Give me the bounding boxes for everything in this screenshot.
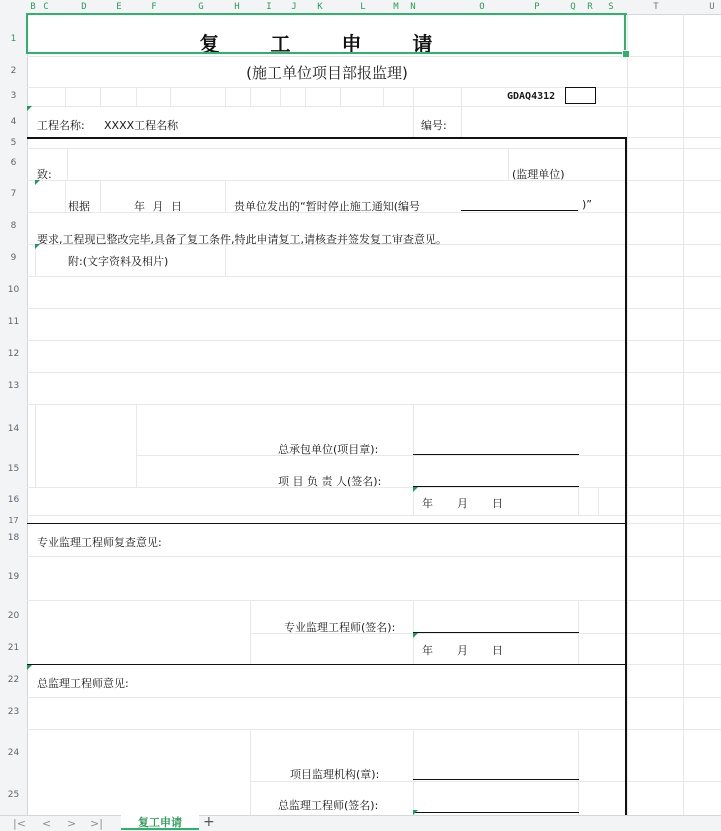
grid-vline [136,404,137,487]
chief-sign-label: 总监理工程师(签名): [278,799,379,812]
contractor-seal-label: 总承包单位(项目章): [278,443,379,456]
engineer-sign-label: 专业监理工程师(签名): [284,621,396,634]
cell-selection-box [26,13,626,54]
date-month: 月 [457,644,468,657]
grid-hline [627,137,721,138]
column-header-s[interactable]: S [608,2,614,12]
grid-vline [170,87,171,106]
request-text: 要求,工程现已整改完毕,具备了复工条件,特此申请复工,请核查并签发复工审查意见。 [37,233,447,246]
grid-hline [27,308,721,309]
grid-vline [100,87,101,106]
grid-vline [461,87,462,106]
grid-vline [250,87,251,106]
column-header-t[interactable]: T [653,2,659,12]
next-sheet-button[interactable]: > [67,817,77,830]
grid-hline [27,729,721,730]
row-header-6[interactable]: 6 [10,158,17,168]
addressee-label: 致: [37,168,52,181]
column-header-u[interactable]: U [709,2,715,12]
row-header-2[interactable]: 2 [10,66,17,76]
first-sheet-button[interactable]: |< [13,817,26,830]
according-label: 根据 [68,200,90,213]
number-label: 编号: [421,119,447,132]
column-header-o[interactable]: O [479,2,485,12]
grid-vline [578,729,579,815]
row-header-25[interactable]: 25 [7,790,20,800]
column-header-g[interactable]: G [198,2,204,12]
grid-vline [250,729,251,815]
fill-handle[interactable] [622,50,630,58]
date-month: 月 [457,497,468,510]
column-header-b[interactable]: B [30,2,36,12]
grid-vline [35,404,36,487]
grid-hline [27,87,721,88]
row-header-21[interactable]: 21 [7,643,20,653]
grid-vline [598,487,599,515]
grid-vline [250,600,251,664]
grid-vline [225,180,226,212]
cell-comment-marker [27,106,32,111]
row-header-12[interactable]: 12 [7,349,20,359]
column-header-d[interactable]: D [81,2,87,12]
sheet-tab-bar [0,815,721,831]
row-header-11[interactable]: 11 [7,317,20,327]
row-header-16[interactable]: 16 [7,495,20,505]
grid-hline [27,697,721,698]
row-header-24[interactable]: 24 [7,748,20,758]
grid-hline [27,180,721,181]
row-header-18[interactable]: 18 [7,533,20,543]
grid-hline [27,600,721,601]
column-header-p[interactable]: P [534,2,540,12]
notice-prefix: 贵单位发出的“暂时停止施工通知(编号 [234,200,420,213]
grid-vline [508,148,509,180]
form-section-divider [27,523,627,524]
signature-underline [413,812,579,813]
grid-vline [65,87,66,106]
column-header-e[interactable]: E [116,2,122,12]
column-header-i[interactable]: I [266,2,272,12]
cell-comment-marker [27,665,32,670]
code-input-box[interactable] [565,87,596,104]
grid-vline [67,148,68,180]
grid-vline [683,14,684,815]
form-title[interactable]: 复 工 申 请 [199,32,455,56]
project-name-label: 工程名称: [37,119,85,132]
project-name-value[interactable]: XXXX工程名称 [104,119,179,132]
grid-hline [27,515,721,516]
column-header-c[interactable]: C [43,2,49,12]
grid-hline [627,523,721,524]
grid-hline [136,455,721,456]
column-header-r[interactable]: R [587,2,593,12]
row-header-7[interactable]: 7 [10,189,17,199]
grid-vline [136,87,137,106]
grid-hline [627,664,721,665]
signature-underline [413,632,579,633]
row-header-3[interactable]: 3 [10,91,17,101]
grid-vline [413,729,414,815]
grid-vline [100,180,101,212]
sheet-tab-active[interactable]: 复工申请 [121,815,199,830]
row-header-22[interactable]: 22 [7,675,20,685]
engineer-review-label: 专业监理工程师复查意见: [37,536,162,549]
date-year: 年 [422,644,433,657]
row-header-10[interactable]: 10 [7,285,20,295]
row-header-bar [0,14,28,815]
grid-hline [27,106,721,107]
grid-hline [27,556,721,557]
row-header-20[interactable]: 20 [7,611,20,621]
date-year: 年 [422,497,433,510]
row-header-17[interactable]: 17 [8,516,19,525]
grid-vline [340,87,341,106]
grid-vline [413,87,414,106]
grid-vline [461,106,462,137]
form-subtitle[interactable]: (施工单位项目部报监理) [246,64,408,82]
column-header-k[interactable]: K [317,2,323,12]
chief-opinion-label: 总监理工程师意见: [37,677,129,690]
cell-comment-marker [413,633,418,638]
form-border-top [27,137,627,139]
signature-underline [413,454,579,455]
last-sheet-button[interactable]: >| [90,817,103,830]
org-seal-label: 项目监理机构(章): [290,768,380,781]
grid-vline [65,180,66,212]
column-header-f[interactable]: F [151,2,157,12]
project-manager-sign-label: 项 目 负 责 人(签名): [278,475,382,488]
inline-date-label: 年 月 日 [134,200,182,213]
row-header-15[interactable]: 15 [7,464,20,474]
row-header-1[interactable]: 1 [10,34,17,44]
grid-vline [413,106,414,137]
cell-comment-marker [413,487,418,492]
cell-comment-marker [35,244,40,249]
grid-vline [578,487,579,515]
grid-vline [225,244,226,276]
form-section-divider [27,664,627,665]
notice-suffix: )” [582,198,592,211]
grid-vline [627,14,628,815]
grid-vline [225,87,226,106]
grid-vline [413,404,414,515]
supervisor-unit-label: (监理单位) [512,168,565,181]
grid-vline [305,87,306,106]
signature-underline [413,486,579,487]
date-day: 日 [492,497,503,510]
signature-underline [413,779,579,780]
row-header-4[interactable]: 4 [10,117,17,127]
grid-hline [27,372,721,373]
grid-vline [280,87,281,106]
column-header-m[interactable]: M [393,2,399,12]
form-code[interactable]: GDAQ4312 [507,91,556,102]
row-header-19[interactable]: 19 [7,572,20,582]
prev-sheet-button[interactable]: < [42,817,52,830]
row-header-5[interactable]: 5 [10,138,17,148]
date-day: 日 [492,644,503,657]
row-header-9[interactable]: 9 [10,253,17,263]
column-header-j[interactable]: J [291,2,297,12]
grid-hline [27,404,721,405]
attachment-label: 附:(文字资料及相片) [68,255,169,268]
grid-vline [383,87,384,106]
column-header-l[interactable]: L [360,2,366,12]
notice-number-underline [461,210,578,211]
column-header-n[interactable]: N [410,2,416,12]
row-header-13[interactable]: 13 [7,381,20,391]
column-header-h[interactable]: H [234,2,240,12]
form-border-right [625,137,627,815]
grid-hline [27,340,721,341]
grid-hline [27,276,721,277]
cell-comment-marker [35,180,40,185]
row-header-23[interactable]: 23 [7,707,20,717]
column-header-q[interactable]: Q [570,2,576,12]
grid-hline [27,148,721,149]
row-header-8[interactable]: 8 [10,221,17,231]
add-sheet-button[interactable]: + [203,814,215,830]
row-header-14[interactable]: 14 [7,424,20,434]
